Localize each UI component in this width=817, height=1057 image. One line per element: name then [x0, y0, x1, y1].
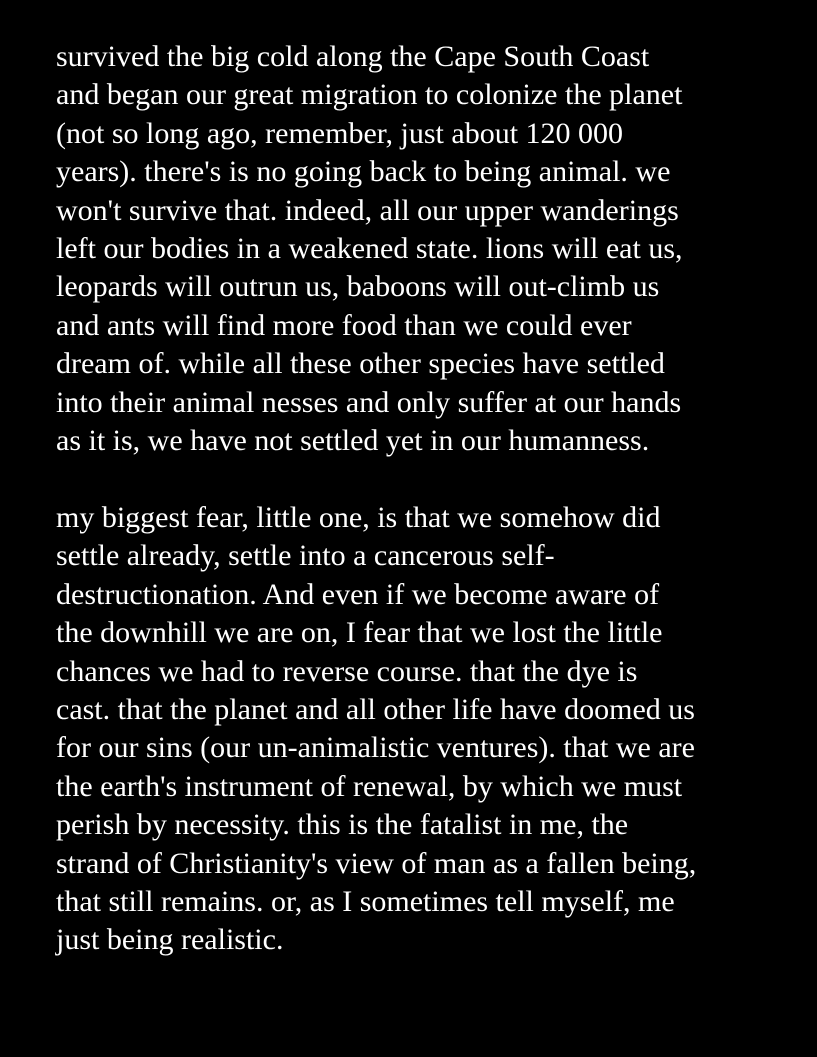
paragraph-line: just being realistic. [56, 923, 284, 957]
paragraph-line: that still remains. or, as I sometimes tell myself, me [56, 884, 675, 918]
paragraph-line: cast. that the planet and all other life have doomed us [56, 692, 695, 726]
paragraph-line: chances we had to reverse course. that the dye is [56, 654, 638, 688]
paragraph-1 [56, 38, 796, 460]
paragraph-line: into their animal nesses and only suffer at our hands [56, 385, 682, 419]
paragraph-line: won't survive that. indeed, all our upper wanderings [56, 193, 679, 227]
paragraph-line: dream of. while all these other species have settled [56, 347, 665, 381]
paragraph-line: years). there's is no going back to being animal. we [56, 155, 671, 189]
paragraph-line: survived the big cold along the Cape South Coast [56, 40, 650, 73]
paragraph-line: as it is, we have not settled yet in our humanness. [56, 423, 650, 457]
paragraph-2 [56, 499, 796, 960]
paragraph-line: strand of Christianity's view of man as a fallen being, [56, 846, 697, 880]
paragraph-line: (not so long ago, remember, just about 120 000 [56, 116, 624, 150]
paragraph-line: perish by necessity. this is the fatalist in me, the [56, 808, 629, 842]
paragraph-line: for our sins (our un-animalistic ventures). that we are [56, 731, 695, 765]
paragraph-line: settle already, settle into a cancerous self- [56, 539, 555, 573]
paragraph-line: my biggest fear, little one, is that we somehow did [56, 501, 661, 534]
paragraph-line: leopards will outrun us, baboons will out-climb us [56, 270, 660, 304]
paragraph-line: the earth's instrument of renewal, by which we must [56, 769, 683, 803]
paragraph-line: the downhill we are on, I fear that we lost the little [56, 616, 663, 650]
paragraph-line: and began our great migration to colonize the planet [56, 78, 683, 112]
paragraph-line: and ants will find more food than we could ever [56, 308, 632, 342]
paragraph-line: left our bodies in a weakened state. lions will eat us, [56, 231, 683, 265]
paragraph-line: destructionation. And even if we become aware of [56, 577, 660, 611]
